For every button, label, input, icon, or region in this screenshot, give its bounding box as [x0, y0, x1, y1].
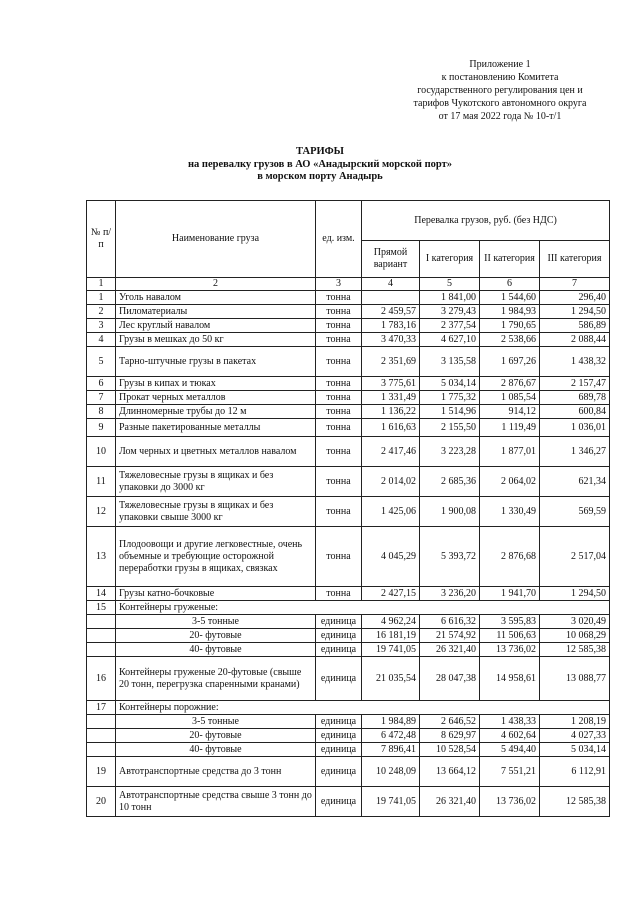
tariff-value: 2 876,67 [480, 377, 540, 391]
cargo-name: Автотранспортные средства до 3 тонн [116, 757, 316, 787]
table-row [87, 629, 610, 643]
appendix-line: тарифов Чукотского автономного округа [413, 98, 587, 109]
appendix-note [400, 58, 600, 123]
table-row [87, 291, 610, 305]
cargo-name: Уголь навалом [116, 291, 316, 305]
header-group: Перевалка грузов, руб. (без НДС) [362, 201, 610, 241]
row-number: 4 [87, 333, 116, 347]
unit-cell: единица [316, 757, 362, 787]
tariff-table-body [87, 291, 610, 817]
tariff-value: 2 088,44 [540, 333, 610, 347]
tariff-value: 1 841,00 [420, 291, 480, 305]
tariff-value: 13 736,02 [480, 787, 540, 817]
table-row [87, 787, 610, 817]
tariff-value: 3 775,61 [362, 377, 420, 391]
tariff-value: 26 321,40 [420, 787, 480, 817]
row-number: 2 [87, 305, 116, 319]
col-number: 3 [316, 278, 362, 291]
tariff-table [86, 200, 610, 817]
tariff-value: 1 900,08 [420, 497, 480, 527]
col-number: 7 [540, 278, 610, 291]
cargo-name: Тяжеловесные грузы в ящиках и без упаковки свыше 3000 кг [116, 497, 316, 527]
tariff-value: 3 470,33 [362, 333, 420, 347]
tariff-value: 28 047,38 [420, 657, 480, 701]
cargo-name: Контейнеры груженые 20-футовые (свыше 20 тонн, перегрузка спаренными кранами) [116, 657, 316, 701]
tariff-value: 1 425,06 [362, 497, 420, 527]
tariff-value: 296,40 [540, 291, 610, 305]
table-row [87, 405, 610, 419]
header-col-cat3: III категория [540, 241, 610, 278]
tariff-value: 621,34 [540, 467, 610, 497]
col-number: 5 [420, 278, 480, 291]
tariff-value: 10 528,54 [420, 743, 480, 757]
sub-item-name: 3-5 тонные [116, 615, 316, 629]
tariff-value: 2 155,50 [420, 419, 480, 437]
row-number: 6 [87, 377, 116, 391]
empty-cell [87, 743, 116, 757]
tariff-value: 13 736,02 [480, 643, 540, 657]
col-number: 2 [116, 278, 316, 291]
tariff-value: 4 045,29 [362, 527, 420, 587]
header-col-cat2: II категория [480, 241, 540, 278]
tariff-value: 2 876,68 [480, 527, 540, 587]
tariff-value: 1 783,16 [362, 319, 420, 333]
tariff-value: 7 551,21 [480, 757, 540, 787]
unit-cell: тонна [316, 391, 362, 405]
tariff-value: 14 958,61 [480, 657, 540, 701]
tariff-value: 2 517,04 [540, 527, 610, 587]
row-number: 17 [87, 701, 116, 715]
title-line: на перевалку грузов в АО «Анадырский морской порт» [187, 158, 453, 170]
unit-cell: тонна [316, 527, 362, 587]
unit-cell: тонна [316, 291, 362, 305]
tariff-value: 2 064,02 [480, 467, 540, 497]
table-row [87, 391, 610, 405]
tariff-value: 4 027,33 [540, 729, 610, 743]
header-name: Наименование груза [116, 201, 316, 278]
unit-cell: единица [316, 615, 362, 629]
header-col-direct: Прямой вариант [362, 241, 420, 278]
cargo-name: Автотранспортные средства свыше 3 тонн до 10 тонн [116, 787, 316, 817]
table-row [87, 701, 610, 715]
tariff-value: 2 685,36 [420, 467, 480, 497]
header-num: № п/п [87, 201, 116, 278]
sub-item-name: 40- футовые [116, 743, 316, 757]
appendix-line: к постановлению Комитета [441, 72, 559, 83]
tariff-value: 12 585,38 [540, 787, 610, 817]
tariff-value: 11 506,63 [480, 629, 540, 643]
row-number: 5 [87, 347, 116, 377]
row-number: 1 [87, 291, 116, 305]
tariff-value: 1 790,65 [480, 319, 540, 333]
table-row [87, 467, 610, 497]
row-number: 3 [87, 319, 116, 333]
tariff-value: 1 294,50 [540, 587, 610, 601]
header-col-cat1: I категория [420, 241, 480, 278]
table-row [87, 615, 610, 629]
tariff-value: 12 585,38 [540, 643, 610, 657]
empty-cell [87, 629, 116, 643]
tariff-value: 6 472,48 [362, 729, 420, 743]
tariff-value: 1 984,89 [362, 715, 420, 729]
tariff-value [362, 291, 420, 305]
tariff-value: 2 427,15 [362, 587, 420, 601]
tariff-value: 19 741,05 [362, 643, 420, 657]
title-line: ТАРИФЫ [296, 146, 344, 157]
unit-cell: тонна [316, 347, 362, 377]
sub-item-name: 3-5 тонные [116, 715, 316, 729]
table-row [87, 715, 610, 729]
table-row [87, 587, 610, 601]
tariff-value: 1 438,33 [480, 715, 540, 729]
tariff-value: 2 646,52 [420, 715, 480, 729]
tariff-value: 1 775,32 [420, 391, 480, 405]
header-unit: ед. изм. [316, 201, 362, 278]
empty-cell [87, 615, 116, 629]
tariff-value: 16 181,19 [362, 629, 420, 643]
group-title: Контейнеры груженые: [116, 601, 610, 615]
tariff-value: 1 697,26 [480, 347, 540, 377]
appendix-line: государственного регулирования цен и [417, 85, 583, 96]
tariff-value: 600,84 [540, 405, 610, 419]
unit-cell: единица [316, 729, 362, 743]
row-number: 12 [87, 497, 116, 527]
cargo-name: Грузы в кипах и тюках [116, 377, 316, 391]
tariff-value: 21 035,54 [362, 657, 420, 701]
tariff-value: 5 393,72 [420, 527, 480, 587]
tariff-value: 13 664,12 [420, 757, 480, 787]
tariff-value: 2 351,69 [362, 347, 420, 377]
table-row [87, 601, 610, 615]
unit-cell: тонна [316, 405, 362, 419]
tariff-value: 10 068,29 [540, 629, 610, 643]
row-number: 19 [87, 757, 116, 787]
table-row [87, 305, 610, 319]
row-number: 15 [87, 601, 116, 615]
cargo-name: Тарно-штучные грузы в пакетах [116, 347, 316, 377]
row-number: 10 [87, 437, 116, 467]
tariff-value: 1 438,32 [540, 347, 610, 377]
tariff-value: 4 627,10 [420, 333, 480, 347]
unit-cell: единица [316, 787, 362, 817]
tariff-value: 1 331,49 [362, 391, 420, 405]
group-title: Контейнеры порожние: [116, 701, 610, 715]
tariff-value: 3 279,43 [420, 305, 480, 319]
table-row [87, 333, 610, 347]
tariff-value: 1 346,27 [540, 437, 610, 467]
table-row [87, 347, 610, 377]
unit-cell: тонна [316, 587, 362, 601]
unit-cell: тонна [316, 319, 362, 333]
col-number: 1 [87, 278, 116, 291]
unit-cell: тонна [316, 333, 362, 347]
tariff-value: 1 330,49 [480, 497, 540, 527]
table-row [87, 319, 610, 333]
tariff-value: 569,59 [540, 497, 610, 527]
title-line: в морском порту Анадырь [257, 171, 383, 182]
unit-cell: тонна [316, 419, 362, 437]
unit-cell: тонна [316, 377, 362, 391]
tariff-value: 586,89 [540, 319, 610, 333]
cargo-name: Пиломатериалы [116, 305, 316, 319]
cargo-name: Лес круглый навалом [116, 319, 316, 333]
tariff-value: 8 629,97 [420, 729, 480, 743]
tariff-value: 5 034,14 [420, 377, 480, 391]
row-number: 20 [87, 787, 116, 817]
unit-cell: тонна [316, 305, 362, 319]
tariff-value: 1 136,22 [362, 405, 420, 419]
sub-item-name: 20- футовые [116, 729, 316, 743]
tariff-value: 6 616,32 [420, 615, 480, 629]
tariff-value: 6 112,91 [540, 757, 610, 787]
row-number: 16 [87, 657, 116, 701]
empty-cell [87, 715, 116, 729]
unit-cell: единица [316, 657, 362, 701]
cargo-name: Длинномерные трубы до 12 м [116, 405, 316, 419]
tariff-value: 914,12 [480, 405, 540, 419]
table-row [87, 729, 610, 743]
tariff-value: 4 602,64 [480, 729, 540, 743]
unit-cell: единица [316, 715, 362, 729]
cargo-name: Прокат черных металлов [116, 391, 316, 405]
tariff-value: 1 085,54 [480, 391, 540, 405]
tariff-value: 21 574,92 [420, 629, 480, 643]
unit-cell: тонна [316, 437, 362, 467]
unit-cell: тонна [316, 467, 362, 497]
tariff-value: 5 494,40 [480, 743, 540, 757]
tariff-value: 3 135,58 [420, 347, 480, 377]
empty-cell [87, 729, 116, 743]
tariff-value: 3 223,28 [420, 437, 480, 467]
tariff-value: 1 119,49 [480, 419, 540, 437]
unit-cell: единица [316, 643, 362, 657]
tariff-value: 689,78 [540, 391, 610, 405]
table-row [87, 743, 610, 757]
tariff-value: 10 248,09 [362, 757, 420, 787]
tariff-value: 1 616,63 [362, 419, 420, 437]
tariff-value: 1 984,93 [480, 305, 540, 319]
row-number: 9 [87, 419, 116, 437]
tariff-value: 26 321,40 [420, 643, 480, 657]
tariff-value: 1 514,96 [420, 405, 480, 419]
tariff-value: 13 088,77 [540, 657, 610, 701]
table-row [87, 757, 610, 787]
col-number: 6 [480, 278, 540, 291]
tariff-value: 7 896,41 [362, 743, 420, 757]
tariff-value: 2 459,57 [362, 305, 420, 319]
tariff-value: 3 020,49 [540, 615, 610, 629]
table-row [87, 497, 610, 527]
cargo-name: Тяжеловесные грузы в ящиках и без упаковки до 3000 кг [116, 467, 316, 497]
table-row [87, 419, 610, 437]
tariff-value: 5 034,14 [540, 743, 610, 757]
tariff-value: 1 208,19 [540, 715, 610, 729]
row-number: 7 [87, 391, 116, 405]
row-number: 13 [87, 527, 116, 587]
tariff-value: 1 294,50 [540, 305, 610, 319]
unit-cell: единица [316, 629, 362, 643]
tariff-value: 2 538,66 [480, 333, 540, 347]
tariff-value: 2 014,02 [362, 467, 420, 497]
empty-cell [87, 643, 116, 657]
document-title [150, 146, 490, 184]
unit-cell: единица [316, 743, 362, 757]
tariff-value: 3 236,20 [420, 587, 480, 601]
cargo-name: Плодоовощи и другие легковестные, очень объемные и требующие осторожной переработки грузы в ящиках, связках [116, 527, 316, 587]
unit-cell: тонна [316, 497, 362, 527]
tariff-value: 2 417,46 [362, 437, 420, 467]
table-row [87, 377, 610, 391]
row-number: 14 [87, 587, 116, 601]
table-row [87, 437, 610, 467]
row-number: 8 [87, 405, 116, 419]
row-number: 11 [87, 467, 116, 497]
sub-item-name: 20- футовые [116, 629, 316, 643]
tariff-value: 1 877,01 [480, 437, 540, 467]
sub-item-name: 40- футовые [116, 643, 316, 657]
tariff-value: 1 036,01 [540, 419, 610, 437]
table-row [87, 657, 610, 701]
col-number: 4 [362, 278, 420, 291]
table-row [87, 643, 610, 657]
appendix-line: Приложение 1 [469, 59, 531, 70]
tariff-value: 19 741,05 [362, 787, 420, 817]
tariff-value: 1 941,70 [480, 587, 540, 601]
tariff-value: 4 962,24 [362, 615, 420, 629]
tariff-value: 2 157,47 [540, 377, 610, 391]
tariff-value: 1 544,60 [480, 291, 540, 305]
table-row [87, 527, 610, 587]
cargo-name: Грузы в мешках до 50 кг [116, 333, 316, 347]
tariff-value: 2 377,54 [420, 319, 480, 333]
cargo-name: Грузы катно-бочковые [116, 587, 316, 601]
cargo-name: Разные пакетированные металлы [116, 419, 316, 437]
tariff-value: 3 595,83 [480, 615, 540, 629]
appendix-line: от 17 мая 2022 года № 10-т/1 [438, 111, 562, 122]
cargo-name: Лом черных и цветных металлов навалом [116, 437, 316, 467]
